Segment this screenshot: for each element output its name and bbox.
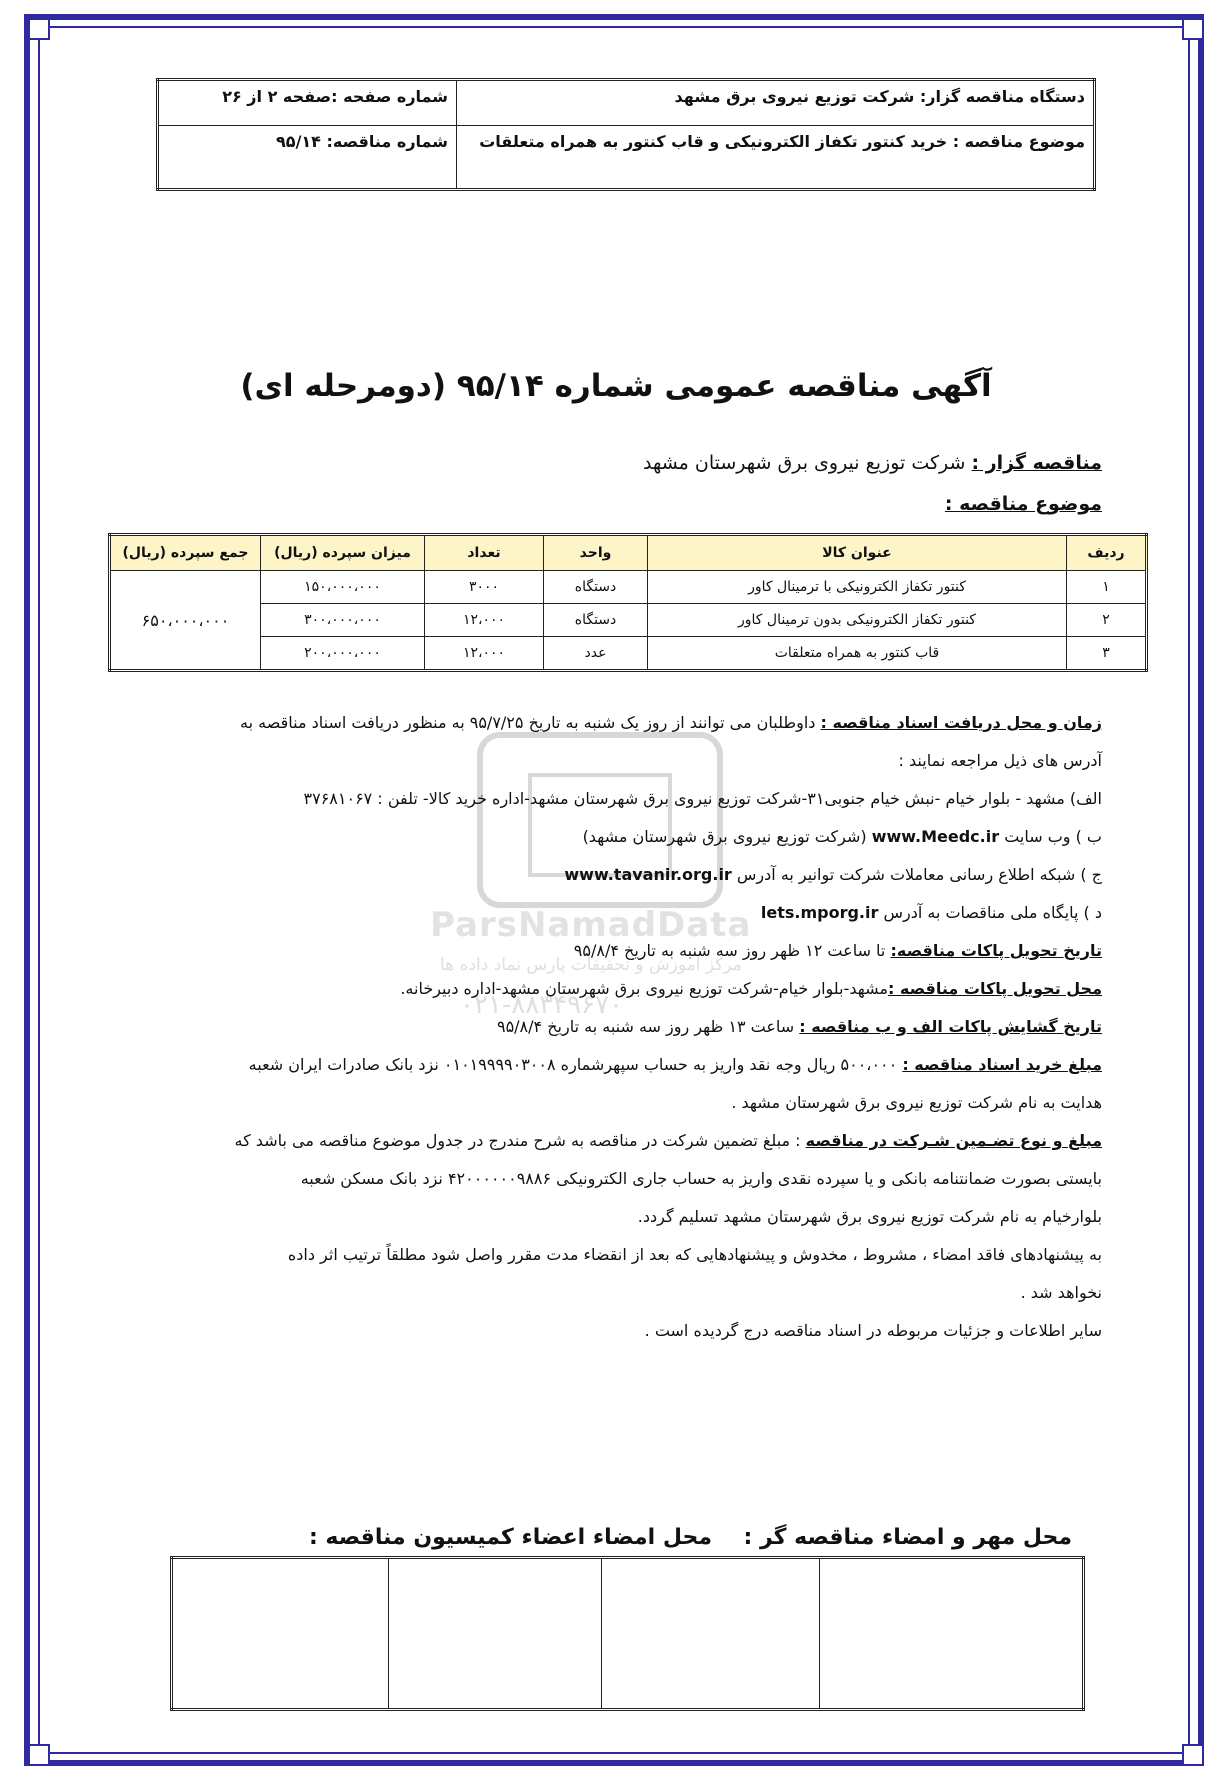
cell-deposit: ۲۰۰،۰۰۰،۰۰۰ [261,637,425,671]
address-d [130,894,1102,932]
note-line-1: به پیشنهادهای فاقد امضاء ، مشروط ، مخدوش و پیشنهادهایی که بعد از انقضاء مدت مقرر واصل شود مطلقاً ترتیب اثر داده [287,1245,1102,1264]
watermark-digits: ۰۲۱-۸۸۳۴۹۶۷۰ [460,990,623,1020]
committee-label: محل امضاء اعضاء کمیسیون مناقصه : [308,1525,712,1550]
receive-label: زمان و محل دریافت اسناد مناقصه : [820,713,1102,732]
delivery-date-text: تا ساعت ۱۲ ظهر روز سه شنبه به تاریخ ۹۵/۸/۴ [573,941,891,960]
header-tender-number: شماره مناقصه: ۹۵/۱۴ [158,126,457,190]
opening-label: تاریخ گشایش پاکات الف و ب مناقصه : [799,1017,1102,1036]
col-header-qty: تعداد [425,535,544,571]
receive-line-1 [130,704,1102,742]
price-line-1 [130,1046,1102,1084]
address-c [130,856,1102,894]
cell-deposit: ۱۵۰،۰۰۰،۰۰۰ [261,571,425,604]
organizer-value: شرکت توزیع نیروی برق شهرستان مشهد [642,452,972,474]
address-a: الف) مشهد - بلوار خیام -نبش خیام جنوبی۳۱-شرکت توزیع نیروی برق شهرستان مشهد-اداره خرید کالا- تلفن : ۳۷۶۸۱۰۶۷ [303,789,1102,808]
subject-heading-label: موضوع مناقصه : [944,493,1102,515]
header-subject: موضوع مناقصه : خرید کنتور تکفاز الکترونیکی و قاب کنتور به همراه متعلقات [457,126,1095,190]
address-b [130,818,1102,856]
items-header-row [110,535,1147,571]
cell-unit: دستگاه [544,571,648,604]
cell-unit: عدد [544,637,648,671]
address-d-prefix: د ) پایگاه ملی مناقصات به آدرس [878,903,1102,922]
col-header-total: جمع سپرده (ریال) [110,535,261,571]
delivery-date-line [130,932,1102,970]
cell-title: کنتور تکفاز الکترونیکی با ترمینال کاور [648,571,1067,604]
cell-qty: ۳۰۰۰ [425,571,544,604]
signature-table [170,1556,1085,1711]
cell-title: کنتور تکفاز الکترونیکی بدون ترمینال کاور [648,604,1067,637]
price-line-2: هدایت به نام شرکت توزیع نیروی برق شهرستان مشهد . [731,1093,1102,1112]
cell-row: ۲ [1067,604,1147,637]
col-header-title: عنوان کالا [648,535,1067,571]
guarantee-text: : مبلغ تضمین شرکت در مناقصه به شرح مندرج در جدول موضوع مناقصه می باشد که [234,1131,806,1150]
organizer-label: مناقصه گزار : [971,452,1102,474]
body-text [130,704,1102,1350]
delivery-place-text: مشهد-بلوار خیام-شرکت توزیع نیروی برق شهرستان مشهد-اداره دبیرخانه. [400,979,888,998]
page-title: آگهی مناقصه عمومی شماره ۹۵/۱۴ (دومرحله ای) [240,368,992,404]
watermark-text: ParsNamadData [430,905,752,945]
receive-text: داوطلبان می توانند از روز یک شنبه به تاریخ ۹۵/۷/۲۵ به منظور دریافت اسناد مناقصه به [240,713,821,732]
price-label: مبلغ خرید اسناد مناقصه : [902,1055,1102,1074]
header-org: دستگاه مناقصه گزار: شرکت توزیع نیروی برق مشهد [457,80,1095,126]
tavanir-link[interactable]: www.tavanir.org.ir [564,865,732,884]
cell-deposit: ۳۰۰،۰۰۰،۰۰۰ [261,604,425,637]
note-line-3: سایر اطلاعات و جزئیات مربوطه در اسناد مناقصه درج گردیده است . [644,1321,1102,1340]
opening-line [130,1008,1102,1046]
mporg-link[interactable]: lets.mporg.ir [760,903,879,922]
cell-title: قاب کنتور به همراه متعلقات [648,637,1067,671]
cell-qty: ۱۲،۰۰۰ [425,604,544,637]
signature-cell-member [602,1558,820,1710]
header-table [156,78,1096,191]
cell-row: ۳ [1067,637,1147,671]
signature-cell-bidder [820,1558,1084,1710]
note-line-2: نخواهد شد . [1020,1283,1102,1302]
price-text: ۵۰۰،۰۰۰ ریال وجه نقد واریز به حساب سپهرشماره ۰۱۰۱۹۹۹۹۰۳۰۰۸ نزد بانک صادرات ایران شعبه [248,1055,903,1074]
col-header-unit: واحد [544,535,648,571]
cell-unit: دستگاه [544,604,648,637]
address-b-prefix: ب ) وب سایت [999,827,1102,846]
guarantee-line-2: بایستی بصورت ضمانتنامه بانکی و یا سپرده نقدی واریز به حساب جاری الکترونیکی ۴۲۰۰۰۰۰۰۹۸۸۶ نزد بانک مسکن شعبه [300,1169,1102,1188]
watermark-subtext: مرکز آموزش و تحقیقات پارس نماد داده ها [440,955,742,975]
col-header-deposit: میزان سپرده (ریال) [261,535,425,571]
guarantee-label: مبلغ و نوع تضـمین شـرکت در مناقصه [805,1131,1102,1150]
cell-total: ۶۵۰،۰۰۰،۰۰۰ [110,571,261,671]
cell-row: ۱ [1067,571,1147,604]
receive-line-2: آدرس های ذیل مراجعه نمایند : [898,751,1102,770]
table-row [110,604,1147,637]
guarantee-line-1 [130,1122,1102,1160]
address-c-prefix: ج ) شبکه اطلاع رسانی معاملات شرکت توانیر به آدرس [731,865,1102,884]
header-page-number: شماره صفحه :صفحه ۲ از ۲۶ [158,80,457,126]
opening-text: ساعت ۱۳ ظهر روز سه شنبه به تاریخ ۹۵/۸/۴ [496,1017,800,1036]
seal-label: محل مهر و امضاء مناقصه گر : [743,1525,1072,1550]
subject-heading [945,493,1102,515]
guarantee-line-3: بلوارخیام به نام شرکت توزیع نیروی برق شهرستان مشهد تسلیم گردد. [637,1207,1102,1226]
address-b-suffix: (شرکت توزیع نیروی برق شهرستان مشهد) [582,827,872,846]
organizer-line [643,452,1102,474]
delivery-place-line [130,970,1102,1008]
delivery-place-label: محل تحویل پاکات مناقصه : [887,979,1102,998]
delivery-date-label: تاریخ تحویل پاکات مناقصه: [890,941,1102,960]
col-header-row: ردیف [1067,535,1147,571]
meedc-link[interactable]: www.Meedc.ir [871,827,1000,846]
cell-qty: ۱۲،۰۰۰ [425,637,544,671]
table-row [110,637,1147,671]
table-row [110,571,1147,604]
items-table [108,533,1148,672]
signature-cell-member [172,1558,389,1710]
signature-cell-member [389,1558,602,1710]
